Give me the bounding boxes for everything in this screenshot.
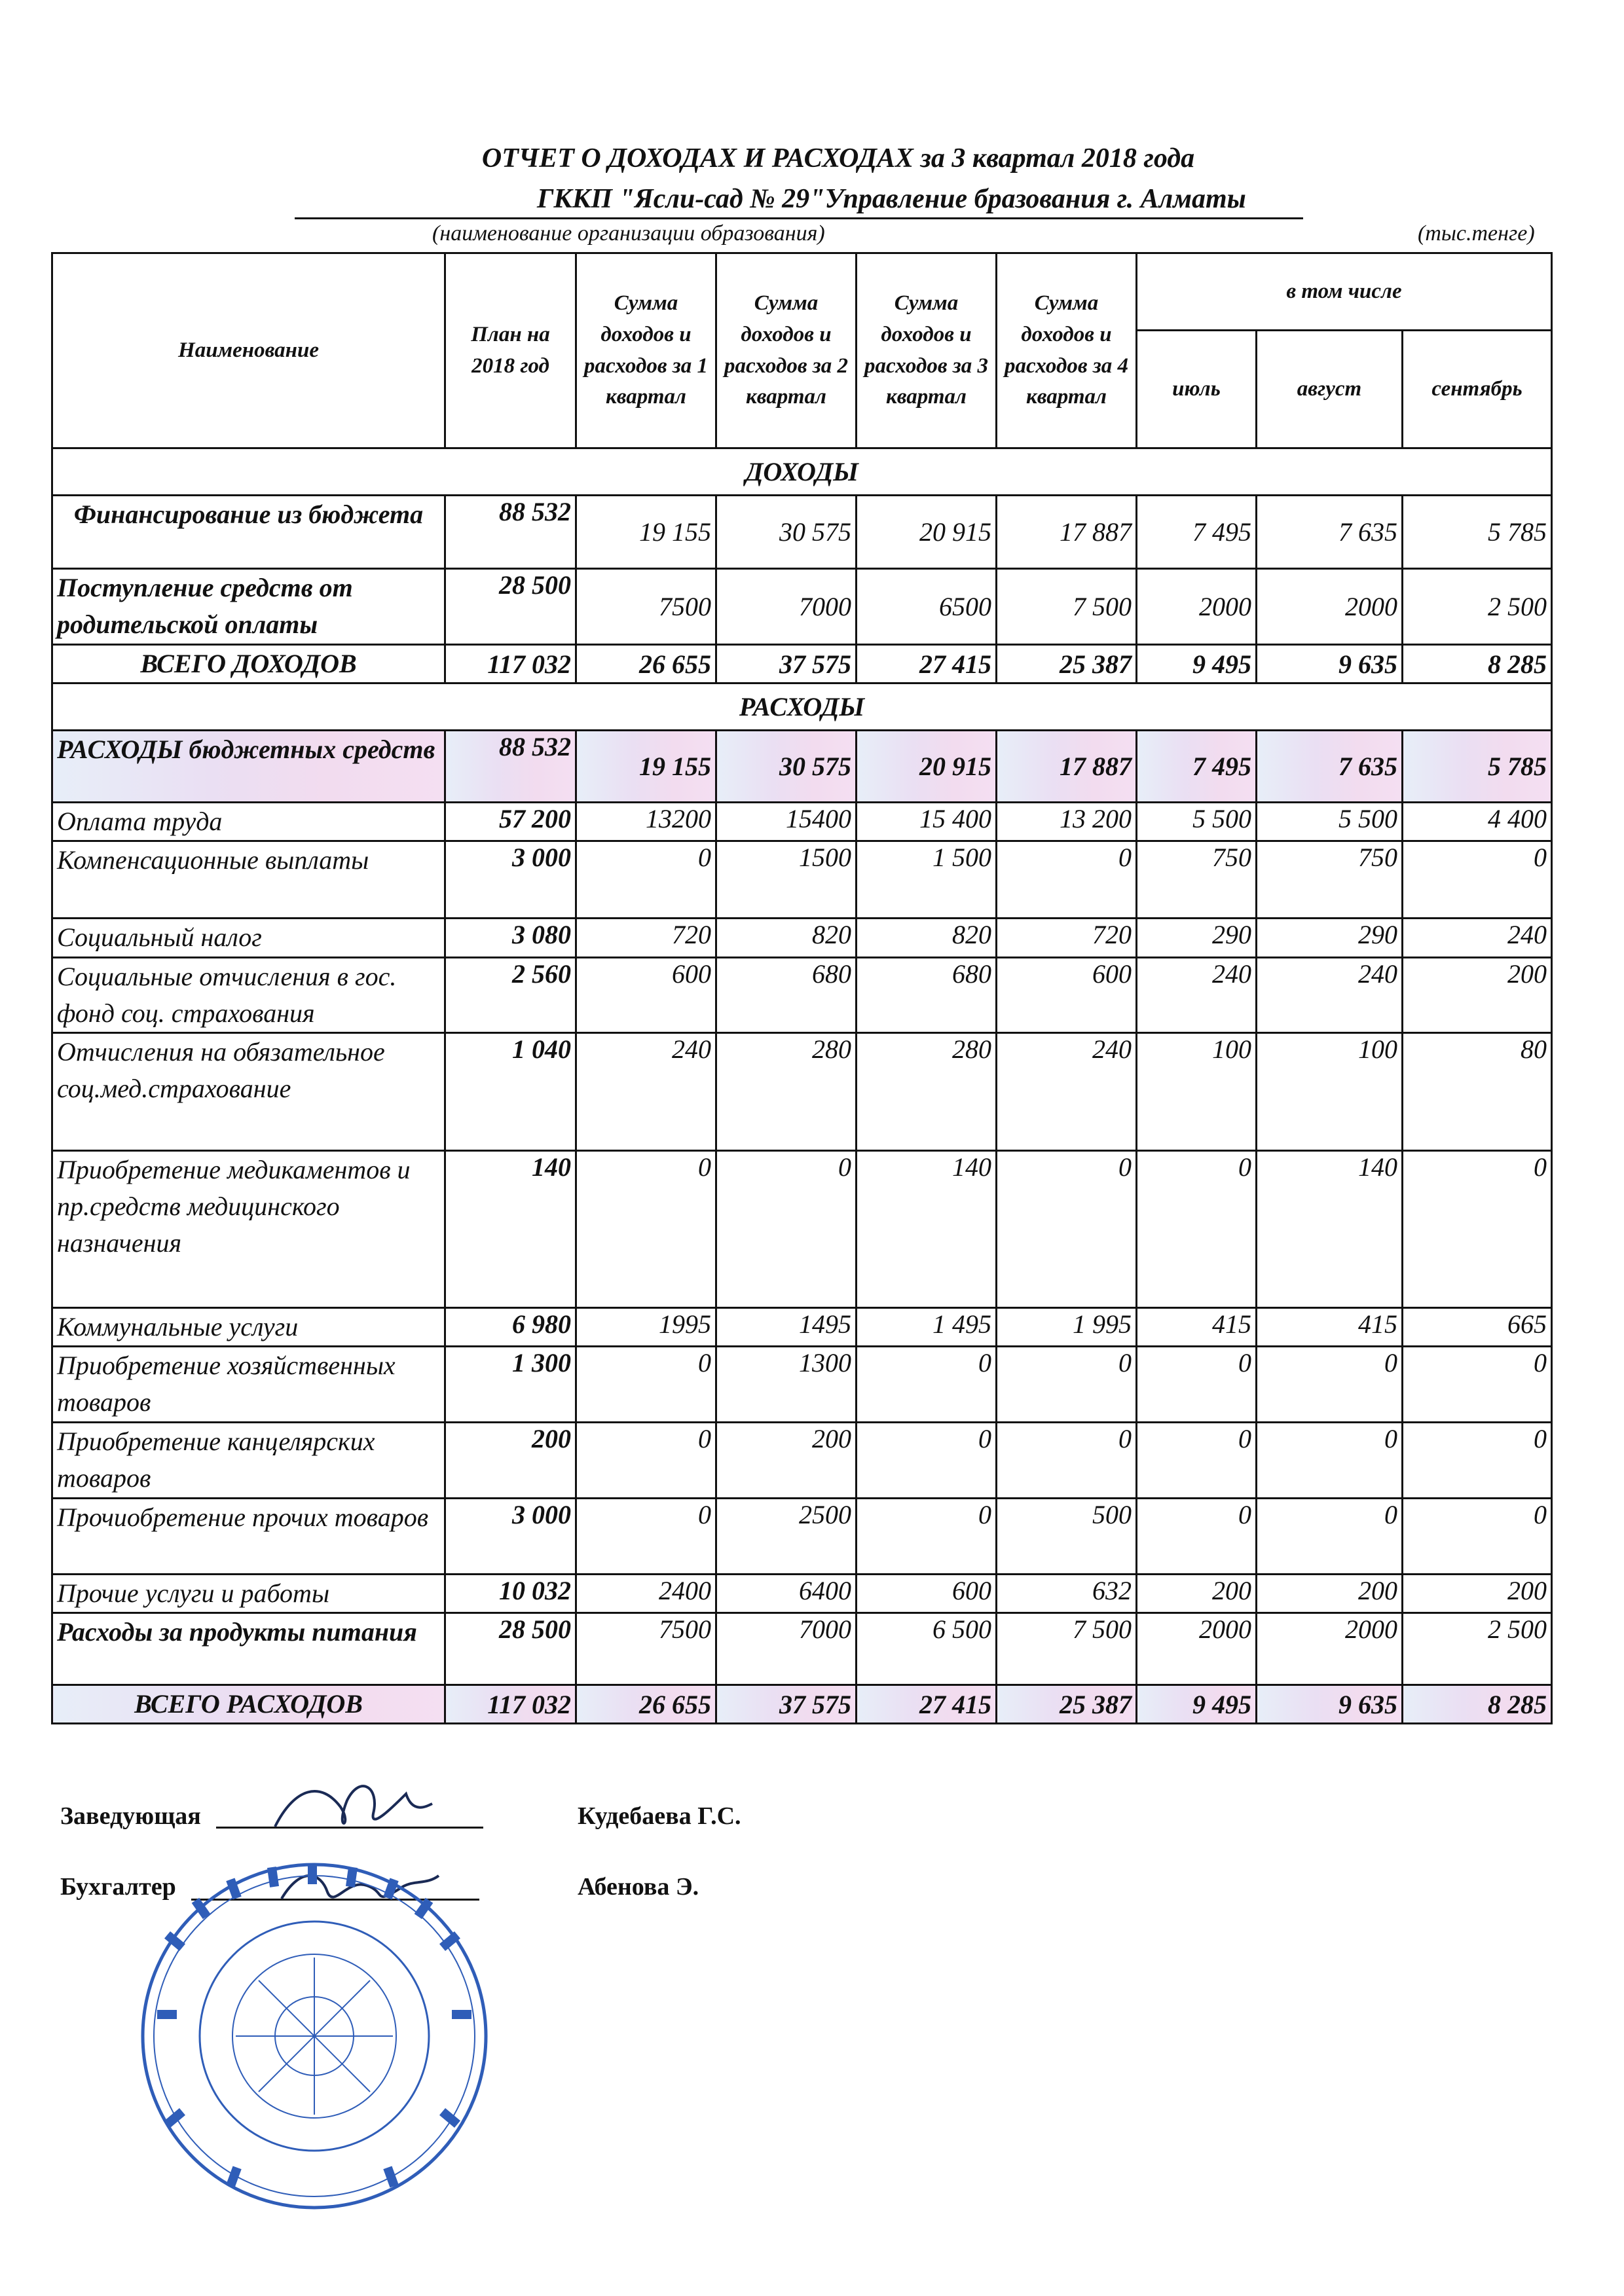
- row-m1: 9 495: [1137, 1685, 1257, 1724]
- row-q2: 7000: [716, 569, 857, 645]
- accountant-title: Бухгалтер: [60, 1873, 176, 1901]
- row-m1: 200: [1137, 1575, 1257, 1613]
- row-q4: 25 387: [997, 645, 1137, 683]
- row-m1: 415: [1137, 1308, 1257, 1347]
- row-q2: 37 575: [716, 1685, 857, 1724]
- row-m1: 5 500: [1137, 803, 1257, 841]
- row-m3: 2 500: [1403, 1613, 1552, 1685]
- row-name: Коммунальные услуги: [52, 1308, 445, 1347]
- row-m2: 2000: [1257, 1613, 1403, 1685]
- row-m1: 240: [1137, 958, 1257, 1033]
- row-q4: 720: [997, 919, 1137, 958]
- col-header-q1: Сумма доходов и расходов за 1 квартал: [576, 253, 716, 448]
- row-q3: 1 500: [857, 841, 997, 919]
- row-q4: 632: [997, 1575, 1137, 1613]
- row-q1: 0: [576, 1151, 716, 1308]
- row-q4: 600: [997, 958, 1137, 1033]
- row-plan: 28 500: [445, 1613, 576, 1685]
- row-q1: 19 155: [576, 496, 716, 569]
- row-q1: 240: [576, 1033, 716, 1151]
- row-name: Компенсационные выплаты: [52, 841, 445, 919]
- row-m3: 4 400: [1403, 803, 1552, 841]
- row-name: ВСЕГО ДОХОДОВ: [52, 645, 445, 683]
- row-plan: 117 032: [445, 1685, 576, 1724]
- row-name: Социальный налог: [52, 919, 445, 958]
- row-q1: 0: [576, 1347, 716, 1423]
- row-q1: 7500: [576, 1613, 716, 1685]
- row-q2: 30 575: [716, 731, 857, 803]
- row-m1: 0: [1137, 1347, 1257, 1423]
- income-total-row: [52, 645, 1552, 683]
- row-q1: 26 655: [576, 645, 716, 683]
- row-m3: 0: [1403, 841, 1552, 919]
- row-m2: 7 635: [1257, 496, 1403, 569]
- row-name: РАСХОДЫ бюджетных средств: [52, 731, 445, 803]
- row-q4: 1 995: [997, 1308, 1137, 1347]
- row-m3: 5 785: [1403, 731, 1552, 803]
- row-plan: 117 032: [445, 645, 576, 683]
- row-m1: 0: [1137, 1151, 1257, 1308]
- expense-total-row: [52, 1685, 1552, 1724]
- row-m3: 665: [1403, 1308, 1552, 1347]
- row-q4: 0: [997, 1151, 1137, 1308]
- row-q1: 26 655: [576, 1685, 716, 1724]
- col-header-july: июль: [1137, 331, 1257, 448]
- row-m2: 0: [1257, 1499, 1403, 1575]
- row-q3: 280: [857, 1033, 997, 1151]
- row-q2: 1495: [716, 1308, 857, 1347]
- row-m3: 0: [1403, 1499, 1552, 1575]
- units-label: (тыс.тенге): [1418, 221, 1535, 246]
- row-q4: 17 887: [997, 731, 1137, 803]
- row-q4: 7 500: [997, 1613, 1137, 1685]
- row-m2: 100: [1257, 1033, 1403, 1151]
- row-q4: 17 887: [997, 496, 1137, 569]
- row-m3: 80: [1403, 1033, 1552, 1151]
- row-plan: 200: [445, 1423, 576, 1499]
- row-q4: 25 387: [997, 1685, 1137, 1724]
- col-header-plan: План на 2018 год: [445, 253, 576, 448]
- expense-row: [52, 1151, 1552, 1308]
- row-m2: 750: [1257, 841, 1403, 919]
- row-q4: 13 200: [997, 803, 1137, 841]
- row-plan: 2 560: [445, 958, 576, 1033]
- row-q3: 1 495: [857, 1308, 997, 1347]
- row-m3: 5 785: [1403, 496, 1552, 569]
- head-title: Заведующая: [60, 1802, 201, 1830]
- row-m2: 240: [1257, 958, 1403, 1033]
- row-q4: 0: [997, 1347, 1137, 1423]
- food-expenses-row: [52, 1613, 1552, 1685]
- row-m2: 9 635: [1257, 645, 1403, 683]
- row-q4: 7 500: [997, 569, 1137, 645]
- expense-row: [52, 841, 1552, 919]
- accountant-name: Абенова Э.: [578, 1873, 699, 1901]
- row-q2: 7000: [716, 1613, 857, 1685]
- row-m2: 2000: [1257, 569, 1403, 645]
- row-q1: 19 155: [576, 731, 716, 803]
- row-q2: 1300: [716, 1347, 857, 1423]
- row-q3: 15 400: [857, 803, 997, 841]
- row-name: ВСЕГО РАСХОДОВ: [52, 1685, 445, 1724]
- row-q1: 1995: [576, 1308, 716, 1347]
- row-q2: 200: [716, 1423, 857, 1499]
- row-plan: 57 200: [445, 803, 576, 841]
- row-q3: 140: [857, 1151, 997, 1308]
- row-q3: 600: [857, 1575, 997, 1613]
- expense-row: [52, 803, 1552, 841]
- row-m1: 0: [1137, 1499, 1257, 1575]
- row-m3: 8 285: [1403, 645, 1552, 683]
- row-plan: 1 040: [445, 1033, 576, 1151]
- row-q1: 0: [576, 1499, 716, 1575]
- row-name: Приобретение канцелярских товаров: [52, 1423, 445, 1499]
- row-q4: 0: [997, 841, 1137, 919]
- row-q1: 13200: [576, 803, 716, 841]
- row-q3: 20 915: [857, 731, 997, 803]
- row-q2: 820: [716, 919, 857, 958]
- row-q2: 1500: [716, 841, 857, 919]
- row-q4: 500: [997, 1499, 1137, 1575]
- expense-row: [52, 1308, 1552, 1347]
- row-plan: 10 032: [445, 1575, 576, 1613]
- income-row: [52, 569, 1552, 645]
- row-m2: 0: [1257, 1347, 1403, 1423]
- expenses-section-header: [52, 683, 1552, 731]
- row-m3: 0: [1403, 1423, 1552, 1499]
- row-m3: 240: [1403, 919, 1552, 958]
- row-q3: 0: [857, 1423, 997, 1499]
- row-q3: 27 415: [857, 1685, 997, 1724]
- row-name: Отчисления на обязательное соц.мед.страхование: [52, 1033, 445, 1151]
- row-q1: 7500: [576, 569, 716, 645]
- row-plan: 3 000: [445, 1499, 576, 1575]
- row-plan: 88 532: [445, 731, 576, 803]
- row-m1: 2000: [1137, 569, 1257, 645]
- row-name: Поступление средств от родительской оплаты: [52, 569, 445, 645]
- row-m1: 7 495: [1137, 496, 1257, 569]
- row-q1: 0: [576, 841, 716, 919]
- budget-expenses-row: [52, 731, 1552, 803]
- income-section-header: [52, 448, 1552, 496]
- official-stamp: [131, 1853, 498, 2219]
- col-header-including: в том числе: [1137, 253, 1552, 331]
- expense-row: [52, 1423, 1552, 1499]
- col-header-name: Наименование: [52, 253, 445, 448]
- expense-row: [52, 1499, 1552, 1575]
- expense-row: [52, 1575, 1552, 1613]
- income-row: [52, 496, 1552, 569]
- row-name: Оплата труда: [52, 803, 445, 841]
- row-q1: 720: [576, 919, 716, 958]
- row-plan: 3 000: [445, 841, 576, 919]
- row-q2: 280: [716, 1033, 857, 1151]
- expense-row: [52, 1033, 1552, 1151]
- row-q1: 2400: [576, 1575, 716, 1613]
- row-m1: 7 495: [1137, 731, 1257, 803]
- row-m2: 415: [1257, 1308, 1403, 1347]
- row-m1: 2000: [1137, 1613, 1257, 1685]
- row-m1: 100: [1137, 1033, 1257, 1151]
- row-m2: 140: [1257, 1151, 1403, 1308]
- row-plan: 140: [445, 1151, 576, 1308]
- row-m2: 200: [1257, 1575, 1403, 1613]
- row-m2: 9 635: [1257, 1685, 1403, 1724]
- row-name: Социальные отчисления в гос. фонд соц. страхования: [52, 958, 445, 1033]
- expense-row: [52, 1347, 1552, 1423]
- row-name: Прочие услуги и работы: [52, 1575, 445, 1613]
- row-q3: 820: [857, 919, 997, 958]
- row-m3: 8 285: [1403, 1685, 1552, 1724]
- income-section-header-label: ДОХОДЫ: [52, 448, 1552, 496]
- row-m1: 9 495: [1137, 645, 1257, 683]
- row-q3: 0: [857, 1499, 997, 1575]
- row-name: Расходы за продукты питания: [52, 1613, 445, 1685]
- row-q3: 27 415: [857, 645, 997, 683]
- organization-hint: (наименование организации образования): [432, 221, 825, 246]
- row-name: Приобретение медикаментов и пр.средств медицинского назначения: [52, 1151, 445, 1308]
- col-header-q3: Сумма доходов и расходов за 3 квартал: [857, 253, 997, 448]
- row-m2: 290: [1257, 919, 1403, 958]
- row-m1: 290: [1137, 919, 1257, 958]
- row-q2: 37 575: [716, 645, 857, 683]
- head-name: Кудебаева Г.С.: [578, 1802, 741, 1830]
- row-q4: 0: [997, 1423, 1137, 1499]
- row-q1: 600: [576, 958, 716, 1033]
- expenses-section-header-label: РАСХОДЫ: [52, 683, 1552, 731]
- row-name: Финансирование из бюджета: [52, 496, 445, 569]
- head-signature: [249, 1768, 445, 1846]
- report-table: [51, 252, 1553, 1724]
- col-header-august: август: [1257, 331, 1403, 448]
- row-m1: 750: [1137, 841, 1257, 919]
- row-m3: 2 500: [1403, 569, 1552, 645]
- row-plan: 1 300: [445, 1347, 576, 1423]
- row-m3: 0: [1403, 1151, 1552, 1308]
- report-title: ОТЧЕТ О ДОХОДАХ И РАСХОДАХ за 3 квартал 2018 года: [481, 143, 1195, 173]
- row-q1: 0: [576, 1423, 716, 1499]
- expense-row: [52, 958, 1552, 1033]
- row-m2: 7 635: [1257, 731, 1403, 803]
- row-q2: 2500: [716, 1499, 857, 1575]
- row-q3: 20 915: [857, 496, 997, 569]
- row-m2: 0: [1257, 1423, 1403, 1499]
- col-header-q4: Сумма доходов и расходов за 4 квартал: [997, 253, 1137, 448]
- row-m1: 0: [1137, 1423, 1257, 1499]
- row-plan: 6 980: [445, 1308, 576, 1347]
- row-name: Прочиобретение прочих товаров: [52, 1499, 445, 1575]
- row-q3: 6500: [857, 569, 997, 645]
- row-name: Приобретение хозяйственных товаров: [52, 1347, 445, 1423]
- row-q3: 6 500: [857, 1613, 997, 1685]
- row-m3: 0: [1403, 1347, 1552, 1423]
- organization-underline: [295, 217, 1303, 219]
- row-q3: 680: [857, 958, 997, 1033]
- row-q2: 15400: [716, 803, 857, 841]
- row-plan: 88 532: [445, 496, 576, 569]
- row-q4: 240: [997, 1033, 1137, 1151]
- row-m3: 200: [1403, 958, 1552, 1033]
- row-plan: 28 500: [445, 569, 576, 645]
- row-m3: 200: [1403, 1575, 1552, 1613]
- row-q2: 680: [716, 958, 857, 1033]
- row-q2: 30 575: [716, 496, 857, 569]
- row-q3: 0: [857, 1347, 997, 1423]
- row-plan: 3 080: [445, 919, 576, 958]
- organization-name: ГККП "Ясли-сад № 29"Управление бразования г. Алматы: [537, 184, 1246, 214]
- expense-row: [52, 919, 1552, 958]
- row-q2: 0: [716, 1151, 857, 1308]
- row-m2: 5 500: [1257, 803, 1403, 841]
- row-q2: 6400: [716, 1575, 857, 1613]
- col-header-q2: Сумма доходов и расходов за 2 квартал: [716, 253, 857, 448]
- col-header-september: сентябрь: [1403, 331, 1552, 448]
